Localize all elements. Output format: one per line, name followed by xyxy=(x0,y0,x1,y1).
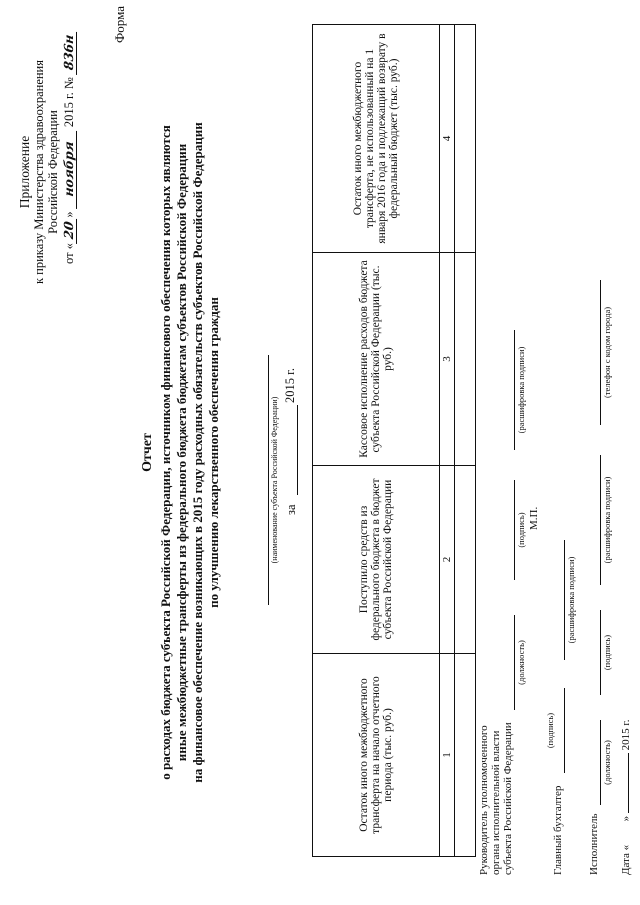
accountant-decoding-caption: (расшифровка подписи) xyxy=(566,556,576,644)
accountant-decoding-line xyxy=(564,540,565,660)
report-title-line1: о расходах бюджета субъекта Российской Федерации, источником финансового обеспечения которых являются xyxy=(158,125,173,780)
header-cell-opening-balance: Остаток иного межбюджетного трансферта на начало отчетного периода (тыс. руб.) xyxy=(313,654,440,857)
head-decoding-line xyxy=(514,330,515,450)
handwritten-day: 20 xyxy=(62,217,77,245)
table-data-row xyxy=(455,25,476,857)
table-number-row xyxy=(440,25,455,857)
column-number: 1 xyxy=(440,654,455,857)
period-year: 2015 г. xyxy=(283,368,297,403)
report-table xyxy=(312,24,476,857)
header-cell-received: Поступило средств из федерального бюджета в бюджет субъекта Российской Федерации xyxy=(313,466,440,654)
head-signature-line xyxy=(514,480,515,580)
head-decoding-caption: (расшифровка подписи) xyxy=(516,346,526,434)
date-prefix: от « xyxy=(62,243,76,264)
table-cell xyxy=(455,466,476,654)
accountant-label: Главный бухгалтер xyxy=(552,785,564,875)
report-title-line3: на финансовое обеспечение возникающих в 2015 году расходных обязательств субъектов Российской Федерации xyxy=(190,122,205,783)
handwritten-order-number: 836н xyxy=(62,30,77,75)
report-title-line4: по улучшению лекарственного обеспечения граждан xyxy=(206,297,221,608)
appendix-title: Приложение xyxy=(17,135,32,209)
period-za: за xyxy=(284,504,298,515)
column-number: 2 xyxy=(440,466,455,654)
table-cell xyxy=(455,25,476,253)
head-label-line2: органа исполнительной власти xyxy=(490,730,502,875)
header-cell-cash-execution: Кассовое исполнение расходов бюджета субъекта Российской Федерации (тыс. руб.) xyxy=(313,253,440,466)
date-month-line xyxy=(628,753,629,813)
appendix-order-ref: к приказу Министерства здравоохранения xyxy=(32,60,46,285)
date-label: Дата « xyxy=(620,844,632,875)
column-number: 3 xyxy=(440,253,455,466)
appendix-ministry: Российской Федерации xyxy=(46,110,60,234)
subject-name-line xyxy=(268,355,269,605)
appendix-date-line xyxy=(62,22,77,322)
head-label-line3: субъекта Российской Федерации xyxy=(502,722,514,875)
table-cell xyxy=(455,654,476,857)
table-cell xyxy=(455,253,476,466)
executor-position-caption: (должность) xyxy=(602,740,612,785)
executor-position-line xyxy=(600,720,601,805)
executor-label: Исполнитель xyxy=(588,813,600,875)
report-title-word: Отчет xyxy=(140,433,155,472)
date-year-label: 2015 г. xyxy=(620,719,632,751)
head-position-line xyxy=(514,615,515,710)
report-date xyxy=(620,720,632,875)
executor-signature-line xyxy=(600,610,601,695)
header-cell-closing-balance: Остаток иного межбюджетного трансферта, не использованный на 1 января 2016 года и подлежащий возврату в федеральный бюджет (тыс. руб.) xyxy=(313,25,440,253)
table-header-row xyxy=(313,25,440,857)
date-close: » xyxy=(620,815,632,822)
head-label-line1: Руководитель уполномоченного xyxy=(478,725,490,875)
subject-name-caption: (наименование субъекта Российской Федерации) xyxy=(270,396,279,564)
handwritten-month: ноября xyxy=(62,129,77,209)
head-signature-label xyxy=(478,722,514,875)
report-title-line2: иные межбюджетные трансферты из федерального бюджета бюджетам субъектов Российской Федерации xyxy=(174,143,189,762)
accountant-signature-line xyxy=(564,688,565,773)
executor-phone-caption: (телефон с кодом города) xyxy=(602,306,612,399)
executor-phone-line xyxy=(600,280,601,425)
form-label: Форма xyxy=(112,6,127,43)
executor-decoding-caption: (расшифровка подписи) xyxy=(602,476,612,564)
appendix-header xyxy=(18,22,77,322)
accountant-signature-caption: (подпись) xyxy=(545,712,555,749)
date-mid: » xyxy=(62,211,76,218)
period-line xyxy=(297,405,298,495)
report-title xyxy=(140,40,222,865)
stamp-place: М.П. xyxy=(528,506,540,530)
executor-signature-caption: (подпись) xyxy=(602,634,612,671)
column-number: 4 xyxy=(440,25,455,253)
date-year: 2015 г. № xyxy=(62,77,76,128)
head-signature-caption: (подпись) xyxy=(516,512,526,548)
executor-decoding-line xyxy=(600,455,601,585)
head-position-caption: (должность) xyxy=(516,640,526,685)
